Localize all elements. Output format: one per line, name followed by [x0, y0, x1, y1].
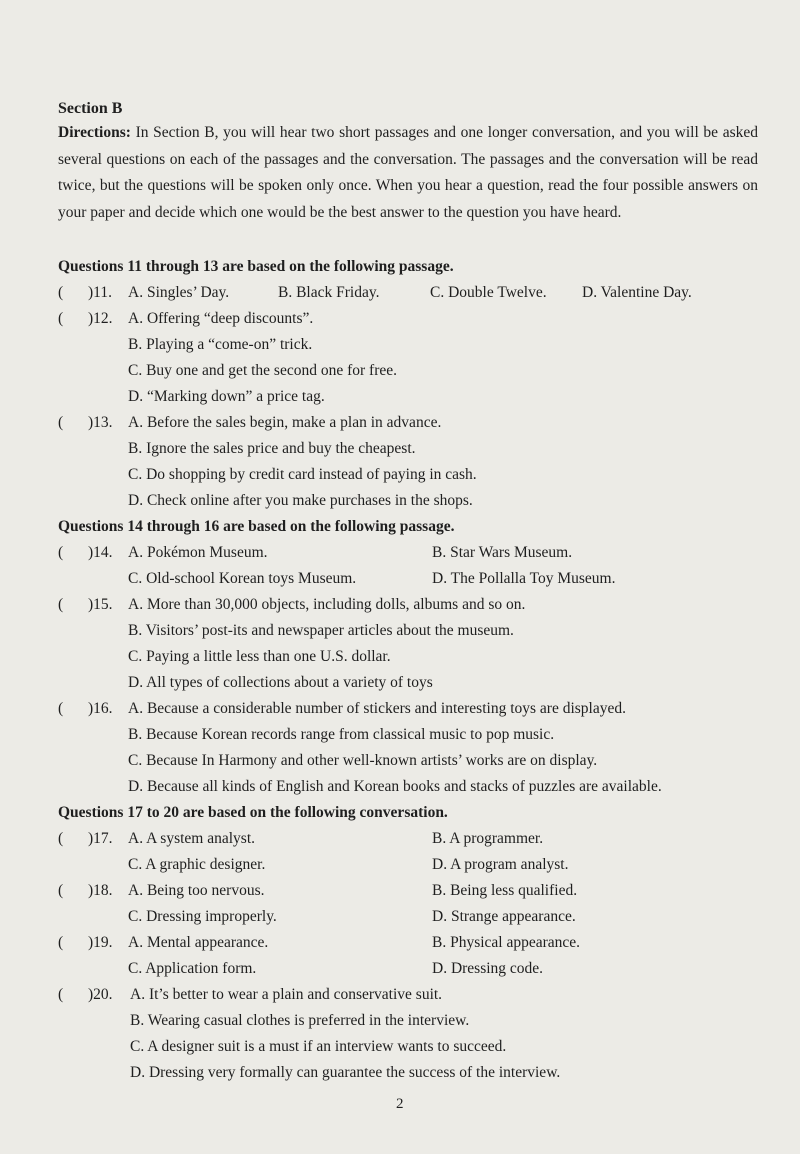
answer-blank[interactable]: (: [58, 544, 64, 561]
option-d: D. Dressing very formally can guarantee the success of the interview.: [130, 1064, 561, 1081]
answer-blank[interactable]: (: [58, 934, 64, 951]
section-title: Section B: [58, 100, 123, 117]
option-a: A. Before the sales begin, make a plan in advance.: [128, 414, 442, 431]
option-d: D. Strange appearance.: [432, 908, 576, 925]
directions-paragraph: [58, 120, 758, 226]
option-d: D. Valentine Day.: [582, 284, 692, 301]
answer-blank[interactable]: (: [58, 414, 64, 431]
question-number: )16.: [88, 700, 113, 717]
option-c: C. Double Twelve.: [430, 284, 547, 301]
option-b: B. Star Wars Museum.: [432, 544, 573, 561]
option-a: A. Mental appearance.: [128, 934, 269, 951]
option-b: B. Visitors’ post-its and newspaper articles about the museum.: [128, 622, 514, 639]
option-d: D. “Marking down” a price tag.: [128, 388, 325, 405]
option-a: A. Pokémon Museum.: [128, 544, 268, 561]
option-c: C. Because In Harmony and other well-known artists’ works are on display.: [128, 752, 598, 769]
option-c: C. A graphic designer.: [128, 856, 266, 873]
option-b: B. A programmer.: [432, 830, 544, 847]
group-heading-14-16: Questions 14 through 16 are based on the following passage.: [58, 518, 455, 535]
option-a: A. More than 30,000 objects, including dolls, albums and so on.: [128, 596, 526, 613]
option-b: B. Being less qualified.: [432, 882, 578, 899]
question-number: )20.: [88, 986, 113, 1003]
option-c: C. A designer suit is a must if an interview wants to succeed.: [130, 1038, 507, 1055]
option-a: A. It’s better to wear a plain and conservative suit.: [130, 986, 443, 1003]
answer-blank[interactable]: (: [58, 882, 64, 899]
page-number: 2: [396, 1096, 404, 1112]
option-d: D. Check online after you make purchases in the shops.: [128, 492, 473, 509]
option-d: D. The Pollalla Toy Museum.: [432, 570, 616, 587]
question-number: )19.: [88, 934, 113, 951]
option-d: D. Because all kinds of English and Korean books and stacks of puzzles are available.: [128, 778, 662, 795]
question-number: )14.: [88, 544, 113, 561]
option-b: B. Playing a “come-on” trick.: [128, 336, 313, 353]
group-heading-11-13: Questions 11 through 13 are based on the following passage.: [58, 258, 454, 275]
option-c: C. Old-school Korean toys Museum.: [128, 570, 357, 587]
question-number: )18.: [88, 882, 113, 899]
option-d: D. Dressing code.: [432, 960, 544, 977]
option-d: D. A program analyst.: [432, 856, 569, 873]
question-number: )15.: [88, 596, 113, 613]
question-number: )17.: [88, 830, 113, 847]
question-number: )12.: [88, 310, 113, 327]
answer-blank[interactable]: (: [58, 700, 64, 717]
option-a: A. Because a considerable number of stickers and interesting toys are displayed.: [128, 700, 626, 717]
option-c: C. Application form.: [128, 960, 257, 977]
option-a: A. A system analyst.: [128, 830, 256, 847]
option-b: B. Physical appearance.: [432, 934, 581, 951]
answer-blank[interactable]: (: [58, 596, 64, 613]
answer-blank[interactable]: (: [58, 986, 64, 1003]
question-number: )11.: [88, 284, 112, 301]
option-b: B. Ignore the sales price and buy the cheapest.: [128, 440, 416, 457]
answer-blank[interactable]: (: [58, 830, 64, 847]
directions-text: In Section B, you will hear two short passages and one longer conversation, and you will be asked several questions on each of the passages and the conversation. The passages and the conversation will be read twice, but the questions will be spoken only once. When you hear a question, read the four possible answers on your paper and decide which one would be the best answer to the question you have heard.: [58, 124, 759, 221]
option-c: C. Do shopping by credit card instead of paying in cash.: [128, 466, 477, 483]
option-a: A. Offering “deep discounts”.: [128, 310, 314, 327]
option-b: B. Black Friday.: [278, 284, 380, 301]
option-d: D. All types of collections about a variety of toys: [128, 674, 433, 691]
option-c: C. Dressing improperly.: [128, 908, 277, 925]
question-number: )13.: [88, 414, 113, 431]
option-c: C. Buy one and get the second one for free.: [128, 362, 398, 379]
option-a: A. Singles’ Day.: [128, 284, 230, 301]
directions-label: Directions:: [58, 124, 131, 141]
option-b: B. Wearing casual clothes is preferred in the interview.: [130, 1012, 470, 1029]
option-c: C. Paying a little less than one U.S. dollar.: [128, 648, 391, 665]
option-a: A. Being too nervous.: [128, 882, 265, 899]
option-b: B. Because Korean records range from classical music to pop music.: [128, 726, 555, 743]
answer-blank[interactable]: (: [58, 284, 64, 301]
answer-blank[interactable]: (: [58, 310, 64, 327]
group-heading-17-20: Questions 17 to 20 are based on the following conversation.: [58, 804, 448, 821]
